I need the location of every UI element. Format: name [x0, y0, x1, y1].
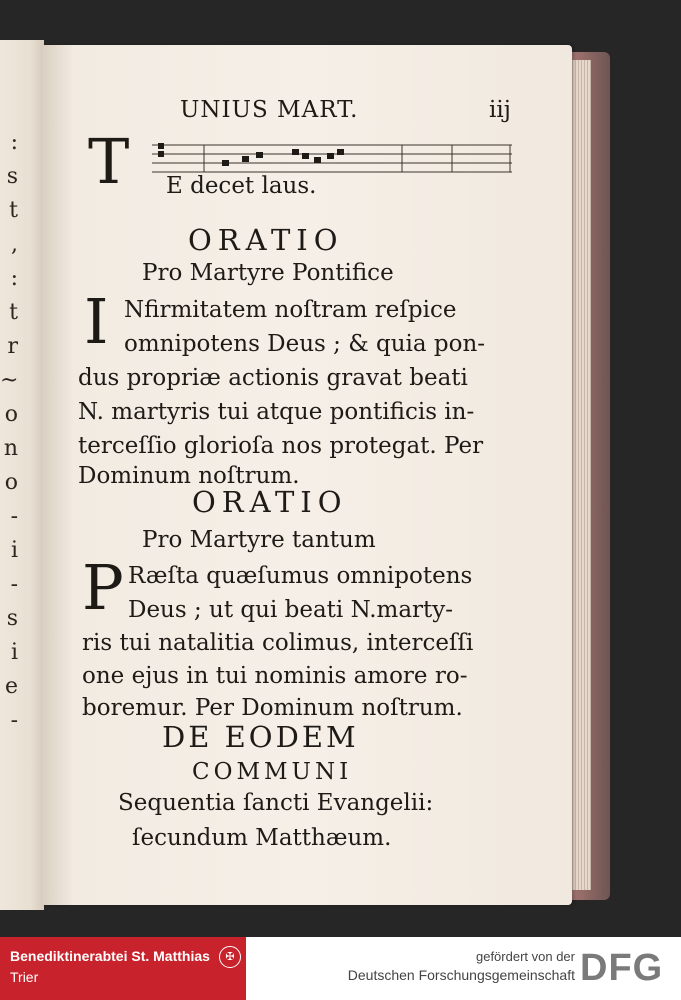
- text-line: Ræſta quæſumus omnipotens: [128, 563, 473, 589]
- left-fragment: i: [10, 538, 18, 563]
- text-line: omnipotens Deus ; & quia pon-: [124, 331, 486, 357]
- left-fragment: t: [9, 198, 18, 223]
- oratio1-heading: ORATIO: [188, 223, 344, 257]
- funding-line1: gefördert von der: [475, 949, 575, 964]
- left-fragment: -: [10, 504, 18, 529]
- chant-initial: T: [88, 125, 130, 198]
- left-fragment: t: [9, 300, 18, 325]
- left-fragment: i: [10, 640, 18, 665]
- text-line: Dominum noſtrum.: [78, 463, 300, 489]
- oratio2-drop-initial: P: [82, 551, 124, 624]
- gospel-line: Sequentia ſancti Evangelii:: [118, 790, 434, 816]
- text-line: N. martyris tui atque pontificis in-: [78, 399, 475, 425]
- left-fragment: s: [6, 164, 18, 189]
- text-line: boremur. Per Dominum noſtrum.: [82, 695, 463, 721]
- left-page-margin: [0, 40, 44, 910]
- dfg-logo[interactable]: DFG: [580, 947, 664, 989]
- institution-badge[interactable]: [0, 937, 246, 1000]
- book-page: [42, 45, 572, 905]
- folio-number: iij: [489, 97, 511, 123]
- left-fragment: :: [10, 266, 18, 291]
- text-line: dus propriæ actionis gravat beati: [78, 365, 468, 391]
- institution-name: Benediktinerabtei St. Matthias: [10, 948, 210, 964]
- left-fragment: ,: [11, 232, 18, 257]
- footer-bar: [0, 937, 681, 1000]
- oratio1-subheading: Pro Martyre Pontifice: [142, 260, 394, 286]
- running-header: UNIUS MART.: [180, 97, 359, 123]
- oratio1-drop-initial: I: [84, 285, 109, 358]
- text-line: terceſſio glorioſa nos protegat. Per: [78, 433, 484, 459]
- text-line: Nfirmitatem noſtram reſpice: [124, 297, 457, 323]
- oratio2-heading: ORATIO: [192, 485, 348, 519]
- gospel-subheading: COMMUNI: [192, 759, 353, 785]
- left-fragment: -: [10, 572, 18, 597]
- left-fragment: r: [7, 334, 18, 359]
- text-line: one ejus in tui nominis amore ro-: [82, 663, 468, 689]
- left-fragment: :: [10, 130, 18, 155]
- left-fragment: -: [10, 708, 18, 733]
- left-fragment: o: [4, 470, 18, 495]
- oratio2-subheading: Pro Martyre tantum: [142, 527, 376, 553]
- left-fragment: n: [3, 436, 18, 461]
- text-line: Deus ; ut qui beati N.marty-: [128, 597, 454, 623]
- funding-line2: Deutschen Forschungsgemeinschaft: [347, 967, 575, 983]
- left-fragment: s: [6, 606, 18, 631]
- gospel-heading: DE EODEM: [162, 720, 359, 754]
- chant-staff: [152, 143, 512, 177]
- left-fragment: ~: [0, 368, 19, 393]
- gospel-line: ſecundum Matthæum.: [132, 825, 392, 851]
- left-fragment: o: [4, 402, 18, 427]
- chant-text: E decet laus.: [166, 173, 317, 199]
- abbey-logo-icon: ✠: [219, 946, 241, 968]
- institution-place: Trier: [10, 969, 39, 985]
- left-fragment: e: [4, 674, 18, 699]
- text-line: ris tui natalitia colimus, interceſſi: [82, 630, 474, 656]
